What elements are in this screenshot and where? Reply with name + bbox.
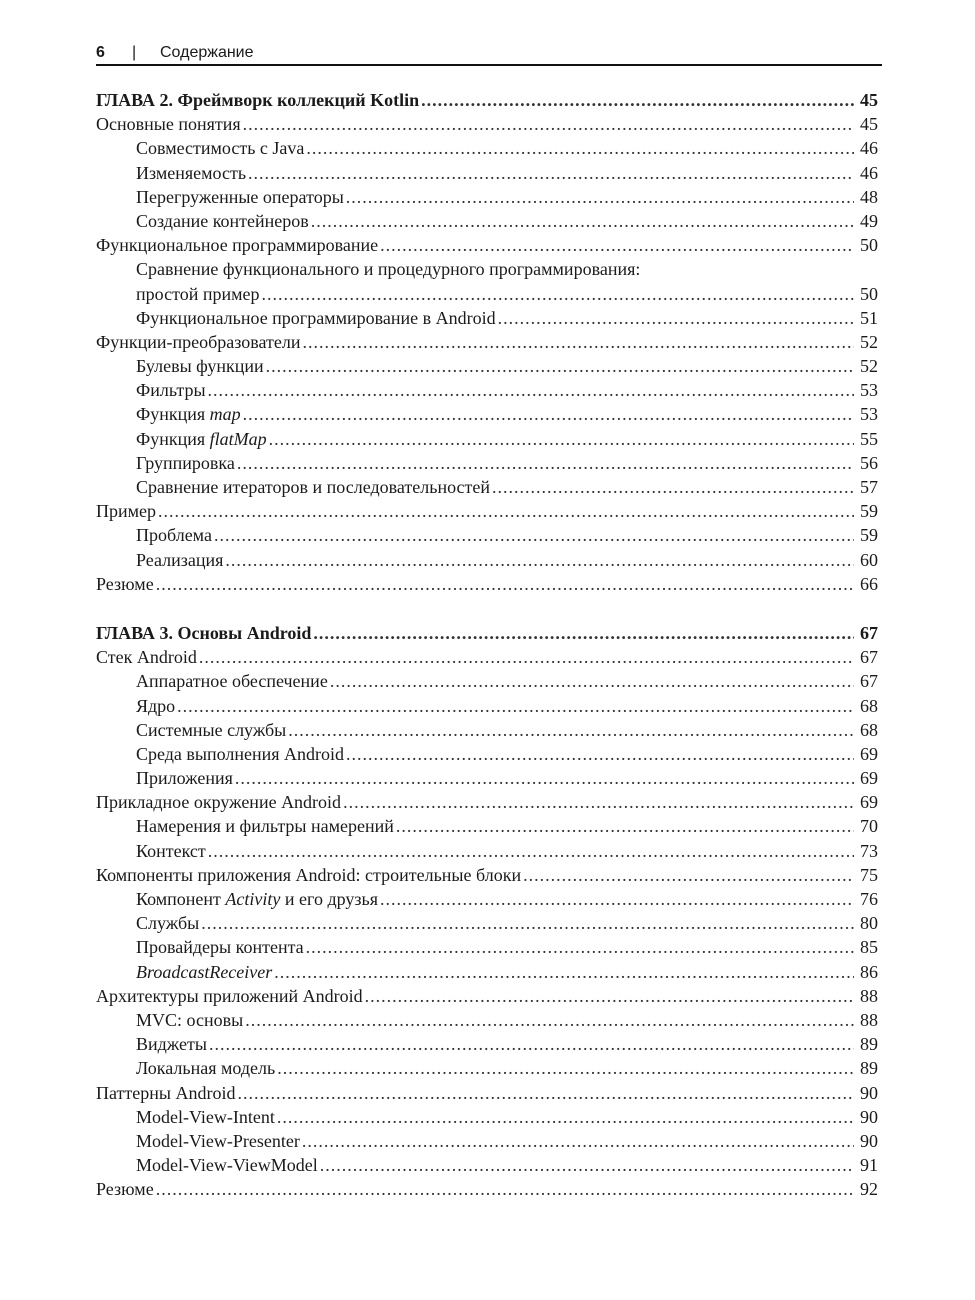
dot-leader xyxy=(225,548,854,572)
entry-label: Стек Android xyxy=(96,647,197,668)
entry-page: 51 xyxy=(860,307,878,328)
entry-page: 50 xyxy=(860,283,878,304)
dot-leader xyxy=(313,621,854,645)
dot-leader xyxy=(274,960,854,984)
dot-leader xyxy=(235,766,854,790)
toc-subsection[interactable] xyxy=(96,766,878,790)
entry-page: 56 xyxy=(860,452,878,473)
entry-label: Функциональное программирование в Android xyxy=(136,307,496,328)
entry-page: 49 xyxy=(860,210,878,231)
entry-label: Model-View-ViewModel xyxy=(136,1155,318,1176)
toc-subsection[interactable] xyxy=(96,887,878,911)
toc-subsection[interactable] xyxy=(96,694,878,718)
entry-page: 89 xyxy=(860,1058,878,1079)
entry-label: Контекст xyxy=(136,840,206,861)
dot-leader xyxy=(302,1129,854,1153)
dot-leader xyxy=(156,1177,854,1201)
entry-label: Локальная модель xyxy=(136,1058,276,1079)
dot-leader xyxy=(261,282,854,306)
dot-leader xyxy=(245,1008,854,1032)
entry-page: 53 xyxy=(860,404,878,425)
toc-subsection[interactable] xyxy=(96,1008,878,1032)
entry-page: 90 xyxy=(860,1082,878,1103)
dot-leader xyxy=(498,306,854,330)
toc-subsection[interactable] xyxy=(96,1153,878,1177)
entry-label: Службы xyxy=(136,913,200,934)
entry-label xyxy=(136,960,272,984)
entry-label: Сравнение функционального и процедурного программирования: xyxy=(136,259,641,280)
dot-leader xyxy=(380,887,854,911)
entry-page: 92 xyxy=(860,1179,878,1200)
dot-leader xyxy=(266,354,854,378)
entry-label: Резюме xyxy=(96,573,154,594)
chapter-title: ГЛАВА 3. Основы Android xyxy=(96,622,312,643)
toc-subsection[interactable] xyxy=(96,402,878,426)
entry-label: Функция flatMap xyxy=(136,428,267,449)
toc-subsection[interactable] xyxy=(96,257,878,281)
dot-leader xyxy=(237,1081,854,1105)
toc-subsection[interactable] xyxy=(96,814,878,838)
entry-page: 68 xyxy=(860,719,878,740)
toc-subsection[interactable] xyxy=(96,911,878,935)
entry-page: 66 xyxy=(860,573,878,594)
entry-page: 76 xyxy=(860,889,878,909)
toc-subsection[interactable] xyxy=(96,1129,878,1153)
dot-leader xyxy=(396,814,854,838)
entry-page: 59 xyxy=(860,501,878,522)
toc-subsection[interactable] xyxy=(96,185,878,209)
dot-leader xyxy=(277,1105,854,1129)
dot-leader xyxy=(209,1032,854,1056)
entry-page: 75 xyxy=(860,864,878,885)
entry-label: Создание контейнеров xyxy=(136,210,309,231)
entry-label: Компоненты приложения Android: строительные блоки xyxy=(96,864,522,885)
dot-leader xyxy=(243,402,854,426)
entry-page: 73 xyxy=(860,840,878,861)
chapter-heading[interactable] xyxy=(96,621,878,645)
dot-leader xyxy=(199,645,854,669)
toc-subsection[interactable] xyxy=(96,669,878,693)
entry-label: Функции-преобразователи xyxy=(96,331,301,352)
dot-leader xyxy=(421,88,854,112)
chapter-page: 67 xyxy=(860,622,878,643)
entry-label: Проблема xyxy=(136,525,212,546)
toc-subsection[interactable] xyxy=(96,960,878,984)
entry-label: Паттерны Android xyxy=(96,1082,236,1103)
entry-page: 57 xyxy=(860,477,878,497)
dot-leader xyxy=(492,475,854,499)
chapter-heading[interactable] xyxy=(96,88,878,112)
dot-leader xyxy=(177,694,854,718)
entry-page: 88 xyxy=(860,985,878,1006)
entry-page: 50 xyxy=(860,235,878,256)
entry-label: Виджеты xyxy=(136,1034,207,1055)
italic-term: BroadcastReceiver xyxy=(136,961,273,982)
entry-page: 52 xyxy=(860,356,878,377)
entry-page: 60 xyxy=(860,549,878,570)
dot-leader xyxy=(330,669,854,693)
toc-section[interactable] xyxy=(96,863,878,887)
entry-page: 70 xyxy=(860,816,878,837)
entry-page: 45 xyxy=(860,114,878,135)
entry-label: Основные понятия xyxy=(96,114,241,135)
entry-label: Пример xyxy=(96,501,157,522)
toc-section[interactable] xyxy=(96,790,878,814)
entry-page: 55 xyxy=(860,428,878,449)
entry-label: Функция map xyxy=(136,404,241,425)
entry-label: Аппаратное обеспечение xyxy=(136,671,328,692)
toc-subsection[interactable] xyxy=(96,306,878,330)
dot-leader xyxy=(237,451,854,475)
entry-page: 48 xyxy=(860,186,878,207)
dot-leader xyxy=(365,984,854,1008)
toc-subsection[interactable] xyxy=(96,718,878,742)
chapter-title: ГЛАВА 2. Фреймворк коллекций Kotlin xyxy=(96,90,420,110)
toc-subsection[interactable] xyxy=(96,209,878,233)
toc-subsection[interactable] xyxy=(96,354,878,378)
toc-subsection[interactable] xyxy=(96,378,878,402)
toc-section[interactable] xyxy=(96,233,878,257)
toc-subsection[interactable] xyxy=(96,161,878,185)
entry-page: 89 xyxy=(860,1034,878,1055)
dot-leader xyxy=(343,790,854,814)
dot-leader xyxy=(346,742,854,766)
entry-page: 69 xyxy=(860,743,878,764)
entry-label: Булевы функции xyxy=(136,356,264,377)
entry-label: Среда выполнения Android xyxy=(136,743,345,764)
toc-subsection[interactable] xyxy=(96,935,878,959)
toc-subsection[interactable] xyxy=(96,1032,878,1056)
toc-section[interactable] xyxy=(96,572,878,596)
dot-leader xyxy=(311,209,854,233)
running-title: Содержание xyxy=(160,44,254,61)
toc-section[interactable] xyxy=(96,330,878,354)
entry-label: Model-View-Presenter xyxy=(136,1130,300,1151)
dot-leader xyxy=(346,185,854,209)
dot-leader xyxy=(380,233,854,257)
entry-label: Функциональное программирование xyxy=(96,235,379,256)
italic-term: map xyxy=(209,404,241,425)
entry-page: 88 xyxy=(860,1009,878,1030)
header-rule xyxy=(96,64,882,66)
entry-page: 67 xyxy=(860,671,878,692)
entry-label: Совместимость с Java xyxy=(136,138,305,159)
entry-label: Фильтры xyxy=(136,380,206,401)
entry-page: 67 xyxy=(860,647,878,668)
toc-subsection[interactable] xyxy=(96,1056,878,1080)
italic-term: flatMap xyxy=(209,428,267,449)
toc-section[interactable] xyxy=(96,1177,878,1201)
toc-subsection[interactable] xyxy=(96,839,878,863)
entry-label: Реализация xyxy=(136,549,224,570)
entry-label: Группировка xyxy=(136,452,235,473)
italic-term: Activity xyxy=(225,889,281,909)
entry-label: Намерения и фильтры намерений xyxy=(136,816,394,837)
toc-section[interactable] xyxy=(96,1081,878,1105)
toc-subsection[interactable] xyxy=(96,136,878,160)
toc-subsection[interactable] xyxy=(96,742,878,766)
entry-page: 69 xyxy=(860,768,878,789)
dot-leader xyxy=(306,136,854,160)
toc-subsection[interactable] xyxy=(96,282,878,306)
entry-label: Компонент Activity и его друзья xyxy=(136,889,378,909)
dot-leader xyxy=(277,1056,854,1080)
dot-leader xyxy=(158,499,854,523)
entry-label: Резюме xyxy=(96,1179,154,1200)
entry-page: 69 xyxy=(860,792,878,813)
entry-label: Ядро xyxy=(136,695,176,716)
toc-subsection[interactable] xyxy=(96,451,878,475)
entry-label: Перегруженные операторы xyxy=(136,186,344,207)
dot-leader xyxy=(243,112,854,136)
dot-leader xyxy=(306,935,854,959)
dot-leader xyxy=(214,523,854,547)
dot-leader xyxy=(156,572,854,596)
entry-page: 85 xyxy=(860,937,878,958)
entry-label: Провайдеры контента xyxy=(136,937,304,958)
dot-leader xyxy=(208,839,854,863)
entry-label: MVC: основы xyxy=(136,1009,244,1030)
entry-page: 59 xyxy=(860,525,878,546)
dot-leader xyxy=(269,427,854,451)
dot-leader xyxy=(320,1153,854,1177)
entry-page: 46 xyxy=(860,138,878,159)
entry-label: Приложения xyxy=(136,768,233,789)
chapter-gap xyxy=(96,596,878,621)
running-header xyxy=(96,42,882,64)
page-number: 6 xyxy=(96,44,105,61)
entry-page: 90 xyxy=(860,1106,878,1127)
toc-section[interactable] xyxy=(96,984,878,1008)
entry-label: Системные службы xyxy=(136,719,287,740)
entry-label: Изменяемость xyxy=(136,162,247,183)
entry-page: 52 xyxy=(860,331,878,352)
toc-section[interactable] xyxy=(96,645,878,669)
entry-label: простой пример xyxy=(136,283,260,304)
toc-subsection[interactable] xyxy=(96,475,878,499)
toc-subsection[interactable] xyxy=(96,1105,878,1129)
entry-label: Сравнение итераторов и последовательностей xyxy=(136,477,490,497)
entry-page: 68 xyxy=(860,695,878,716)
toc-subsection[interactable] xyxy=(96,523,878,547)
entry-label: Model-View-Intent xyxy=(136,1106,275,1127)
dot-leader xyxy=(208,378,854,402)
dot-leader xyxy=(523,863,854,887)
entry-label: Прикладное окружение Android xyxy=(96,792,342,813)
entry-page: 46 xyxy=(860,162,878,183)
entry-label: Архитектуры приложений Android xyxy=(96,985,363,1006)
toc-subsection[interactable] xyxy=(96,427,878,451)
dot-leader xyxy=(248,161,854,185)
header-separator: | xyxy=(132,44,137,61)
table-of-contents xyxy=(96,88,878,1201)
entry-page: 86 xyxy=(860,961,878,982)
entry-page: 90 xyxy=(860,1130,878,1151)
chapter-page: 45 xyxy=(860,90,878,110)
dot-leader xyxy=(303,330,854,354)
toc-section[interactable] xyxy=(96,499,878,523)
dot-leader xyxy=(201,911,854,935)
toc-section[interactable] xyxy=(96,112,878,136)
entry-page: 53 xyxy=(860,380,878,401)
toc-subsection[interactable] xyxy=(96,548,878,572)
entry-page: 80 xyxy=(860,913,878,934)
dot-leader xyxy=(288,718,854,742)
entry-page: 91 xyxy=(860,1155,878,1176)
